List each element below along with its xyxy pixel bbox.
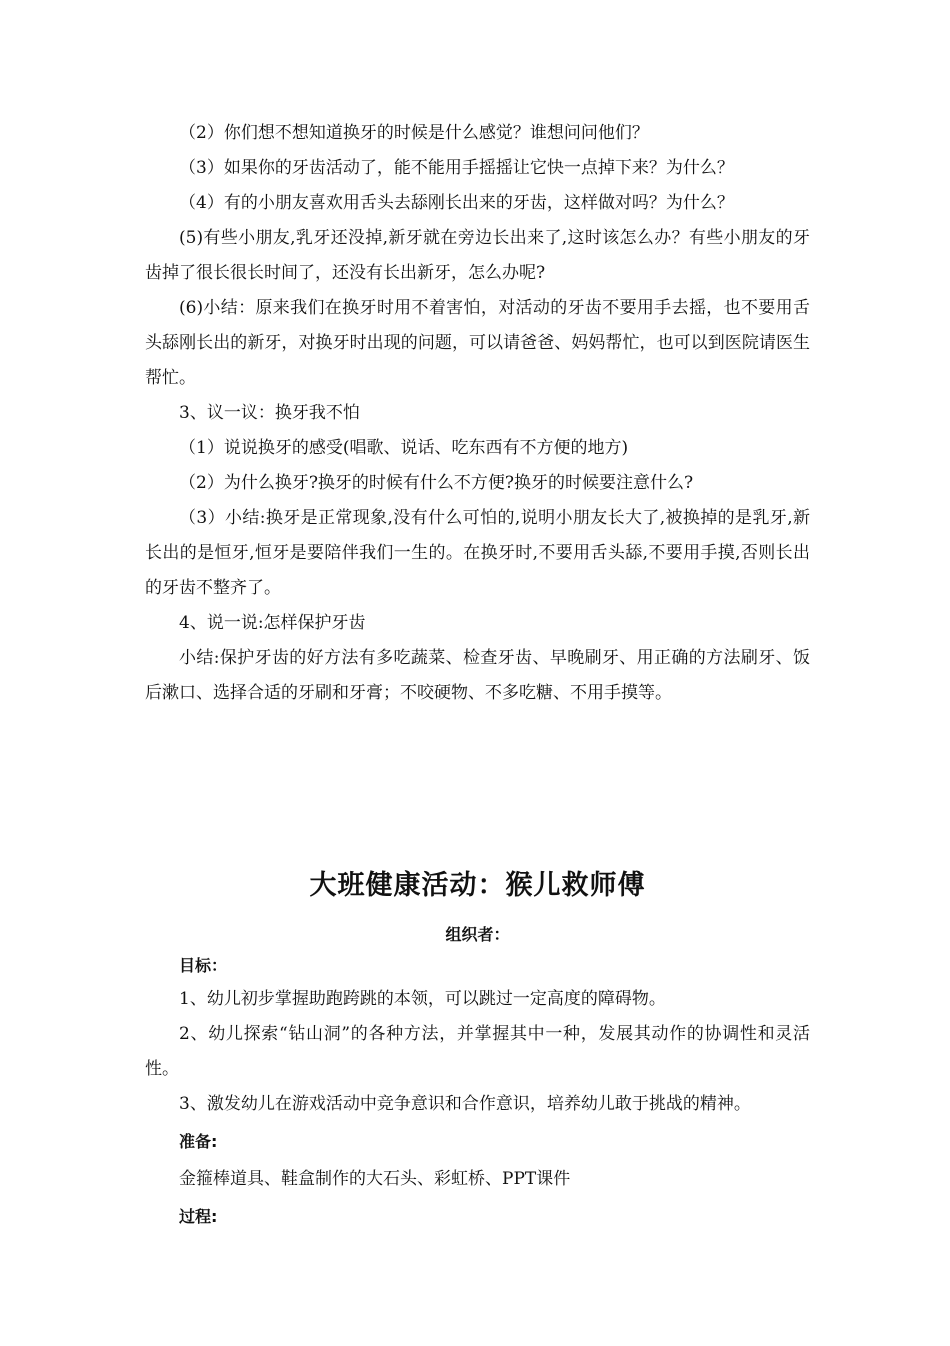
step-3-heading: 3、议一议：换牙我不怕 xyxy=(179,403,360,423)
goal-item-2: 2、幼儿探索“钻山洞”的各种方法，并掌握其中一种，发展其动作的协调性和灵活性。 xyxy=(145,1024,810,1079)
preparation-text: 金箍棒道具、鞋盒制作的大石头、彩虹桥、PPT课件 xyxy=(179,1169,571,1189)
organizer-label: 组织者： xyxy=(445,925,510,944)
paragraph-protect-summary: 小结:保护牙齿的好方法有多吃蔬菜、检查牙齿、早晚刷牙、用正确的方法刷牙、饭后漱口、选择合适的牙刷和牙膏；不咬硬物、不多吃糖、不用手摸等。 xyxy=(145,648,810,703)
process-heading: 过程: xyxy=(179,1207,218,1226)
step-4-heading: 4、说一说:怎样保护牙齿 xyxy=(179,613,366,633)
paragraph-question-5: (5)有些小朋友,乳牙还没掉,新牙就在旁边长出来了,这时该怎么办？有些小朋友的牙齿掉了很长很长时间了，还没有长出新牙，怎么办呢? xyxy=(145,228,810,283)
paragraph-question-3: （3）如果你的牙齿活动了，能不能用手摇摇让它快一点掉下来？为什么？ xyxy=(179,158,734,178)
paragraph-question-2: （2）你们想不想知道换牙的时候是什么感觉？谁想问问他们？ xyxy=(179,123,649,143)
paragraph-discuss-1: （1）说说换牙的感受(唱歌、说话、吃东西有不方便的地方) xyxy=(179,438,629,458)
paragraph-question-4: （4）有的小朋友喜欢用舌头去舔刚长出来的牙齿，这样做对吗？为什么？ xyxy=(179,193,734,213)
preparation-heading: 准备: xyxy=(179,1132,218,1151)
goal-item-1: 1、幼儿初步掌握助跑跨跳的本领，可以跳过一定高度的障碍物。 xyxy=(179,989,666,1009)
paragraph-discuss-2: （2）为什么换牙?换牙的时候有什么不方便?换牙的时候要注意什么? xyxy=(179,473,694,493)
paragraph-summary-6: (6)小结：原来我们在换牙时用不着害怕，对活动的牙齿不要用手去摇，也不要用舌头舔刚长出的新牙，对换牙时出现的问题，可以请爸爸、妈妈帮忙，也可以到医院请医生帮忙。 xyxy=(145,298,810,388)
goal-item-3: 3、激发幼儿在游戏活动中竞争意识和合作意识，培养幼儿敢于挑战的精神。 xyxy=(179,1094,751,1114)
lesson-title: 大班健康活动：猴儿救师傅 xyxy=(309,870,646,901)
lesson-continuation-section xyxy=(145,116,810,711)
new-lesson-section xyxy=(145,864,810,1233)
paragraph-discuss-summary: （3）小结:换牙是正常现象,没有什么可怕的,说明小朋友长大了,被换掉的是乳牙,新长出的是恒牙,恒牙是要陪伴我们一生的。在换牙时,不要用舌头舔,不要用手摸,否则长出的牙齿不整齐了。 xyxy=(145,508,810,598)
goals-heading: 目标： xyxy=(179,956,228,975)
